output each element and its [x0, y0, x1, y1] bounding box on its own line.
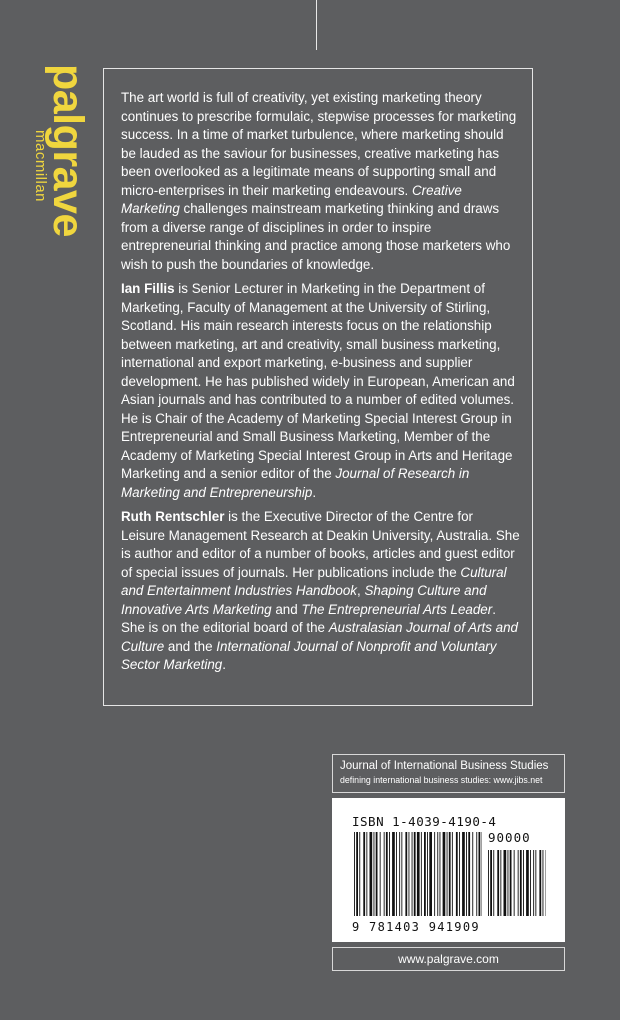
- barcode-bar: [447, 832, 448, 916]
- barcode-bar: [427, 832, 428, 916]
- barcode-bar: [456, 832, 458, 916]
- barcode-bar: [366, 832, 367, 916]
- barcode-bar: [472, 832, 473, 916]
- author-bio: and the: [164, 638, 217, 654]
- journal-title: International Journal of Nonprofit and Voluntary Sector Marketing: [121, 638, 497, 672]
- barcode-bar: [468, 832, 470, 916]
- jibs-title: Journal of International Business Studies: [340, 760, 549, 772]
- ean-barcode: [354, 832, 482, 922]
- barcode-bar: [386, 832, 388, 916]
- website-link[interactable]: www.palgrave.com: [332, 947, 565, 971]
- barcode-bar: [354, 832, 355, 916]
- barcode-bar: [384, 832, 385, 916]
- author-bio: .: [222, 657, 226, 672]
- barcode-bar: [356, 832, 358, 916]
- barcode-bar: [359, 832, 360, 916]
- barcode-bar: [476, 832, 477, 916]
- barcode-bar: [443, 832, 446, 916]
- barcode-bar: [490, 850, 492, 916]
- author-bio: .: [312, 484, 317, 500]
- barcode-bar: [479, 832, 481, 916]
- jibs-box: [332, 754, 565, 793]
- barcode-bar: [409, 832, 410, 916]
- barcode-bar: [437, 832, 438, 916]
- barcode-bar: [466, 832, 467, 916]
- barcode-bar: [405, 832, 407, 916]
- barcode-bar: [421, 832, 422, 916]
- barcode-bar: [401, 832, 402, 916]
- blurb-box: [103, 68, 533, 706]
- publication-title: Cultural and Entertainment Industries Handbook: [121, 564, 507, 598]
- barcode-bar: [508, 850, 509, 916]
- logo-palgrave: palgrave: [44, 64, 92, 237]
- barcode-bar: [543, 850, 544, 916]
- barcode-bar: [414, 832, 416, 916]
- barcode-bar: [488, 850, 489, 916]
- barcode-bar: [459, 832, 460, 916]
- isbn-label: ISBN 1-4039-4190-4: [352, 814, 497, 829]
- barcode-bar: [535, 850, 536, 916]
- journal-title: Australasian Journal of Arts and Culture: [121, 620, 519, 654]
- barcode-bar: [526, 850, 529, 916]
- separator: ,: [356, 583, 365, 598]
- barcode-bar: [518, 850, 519, 916]
- barcode-bar: [392, 832, 395, 916]
- barcode-bar: [434, 832, 435, 916]
- barcode-bar: [514, 850, 515, 916]
- top-divider-line: [316, 0, 317, 50]
- barcode-bar: [376, 832, 378, 916]
- author-name: Ian Fillis: [121, 281, 175, 296]
- jibs-subtitle: defining international business studies: www.jibs.net: [340, 775, 543, 785]
- barcode-box: [332, 798, 565, 942]
- barcode-bar: [429, 832, 432, 916]
- blurb-paragraph-book: [121, 89, 520, 274]
- author-name: Ruth Rentschler: [121, 509, 225, 524]
- author-bio: is Senior Lecturer in Marketing in the Department of Marketing, Faculty of Management at the University of Stirling, Scotland. His main research interests focus on the relationship between marketing, art and creativity, small business marketing, international and export marketing, e-business and supplier development. He has published widely in European, American and Asian journals and has contributed to a number of edited volumes. He is Chair of the Academy of Marketing Special Interest Group in Entrepreneurial and Small Business Marketing, Member of the Academy of Marketing Special Interest Group in Arts and Heritage Marketing and a senior editor of the: [121, 281, 515, 481]
- barcode-bar: [493, 850, 494, 916]
- barcode-bar: [533, 850, 534, 916]
- barcode-bar: [417, 832, 420, 916]
- barcode-bar: [530, 850, 531, 916]
- book-title: Creative Marketing: [121, 182, 462, 216]
- barcode-bar: [380, 832, 381, 916]
- ean-digits: 9 781403 941909: [352, 920, 480, 934]
- barcode-bar: [449, 832, 451, 916]
- blurb-text: The art world is full of creativity, yet existing marketing theory continues to prescribe formulaic, stepwise processes for marketing success. In a time of market turbulence, where marketing should be lauded as the saviour for businesses, creative marketing has been overlooked as a legitimate means of supporting small and micro-enterprises in their marketing endeavours.: [121, 90, 517, 198]
- journal-title: Journal of Research in Marketing and Entrepreneurship: [121, 466, 470, 500]
- barcode-bar: [389, 832, 390, 916]
- addon-price-code: 90000: [488, 830, 531, 845]
- conjunction: and: [271, 601, 302, 617]
- barcode-bar: [462, 832, 465, 916]
- barcode-bar: [424, 832, 426, 916]
- barcode-bar: [396, 832, 397, 916]
- publication-title: The Entrepreneurial Arts Leader: [301, 601, 493, 617]
- author-bio: . She is on the editorial board of the: [121, 601, 496, 635]
- blurb-paragraph-author-2: [121, 508, 520, 675]
- barcode-bar: [440, 832, 441, 916]
- barcode-bar: [370, 832, 373, 916]
- addon-barcode: [488, 850, 546, 916]
- barcode-bar: [500, 850, 501, 916]
- publisher-logo: [28, 64, 92, 254]
- blurb-text: challenges mainstream marketing thinking and draws from a diverse range of disciplines in order to inspire entrepreneurial thinking and practice among those marketers who wish to push the boundaries of knowledge.: [121, 201, 511, 272]
- publication-title: Shaping Culture and Innovative Arts Marketing: [121, 583, 487, 617]
- barcode-bar: [497, 850, 499, 916]
- barcode-bar: [504, 850, 507, 916]
- barcode-bar: [520, 850, 522, 916]
- barcode-bar: [399, 832, 400, 916]
- barcode-bar: [363, 832, 365, 916]
- barcode-bar: [452, 832, 453, 916]
- barcode-bar: [374, 832, 375, 916]
- barcode-bar: [539, 850, 541, 916]
- blurb-paragraph-author-1: [121, 280, 520, 502]
- barcode-bar: [510, 850, 512, 916]
- author-bio: is the Executive Director of the Centre for Leisure Management Research at Deakin University, Australia. She is author and editor of a number of books, articles and guest editor of special issues of journals. Her publications include the: [121, 509, 520, 580]
- barcode-bar: [412, 832, 413, 916]
- logo-macmillan: macmillan: [32, 130, 49, 203]
- barcode-bar: [523, 850, 524, 916]
